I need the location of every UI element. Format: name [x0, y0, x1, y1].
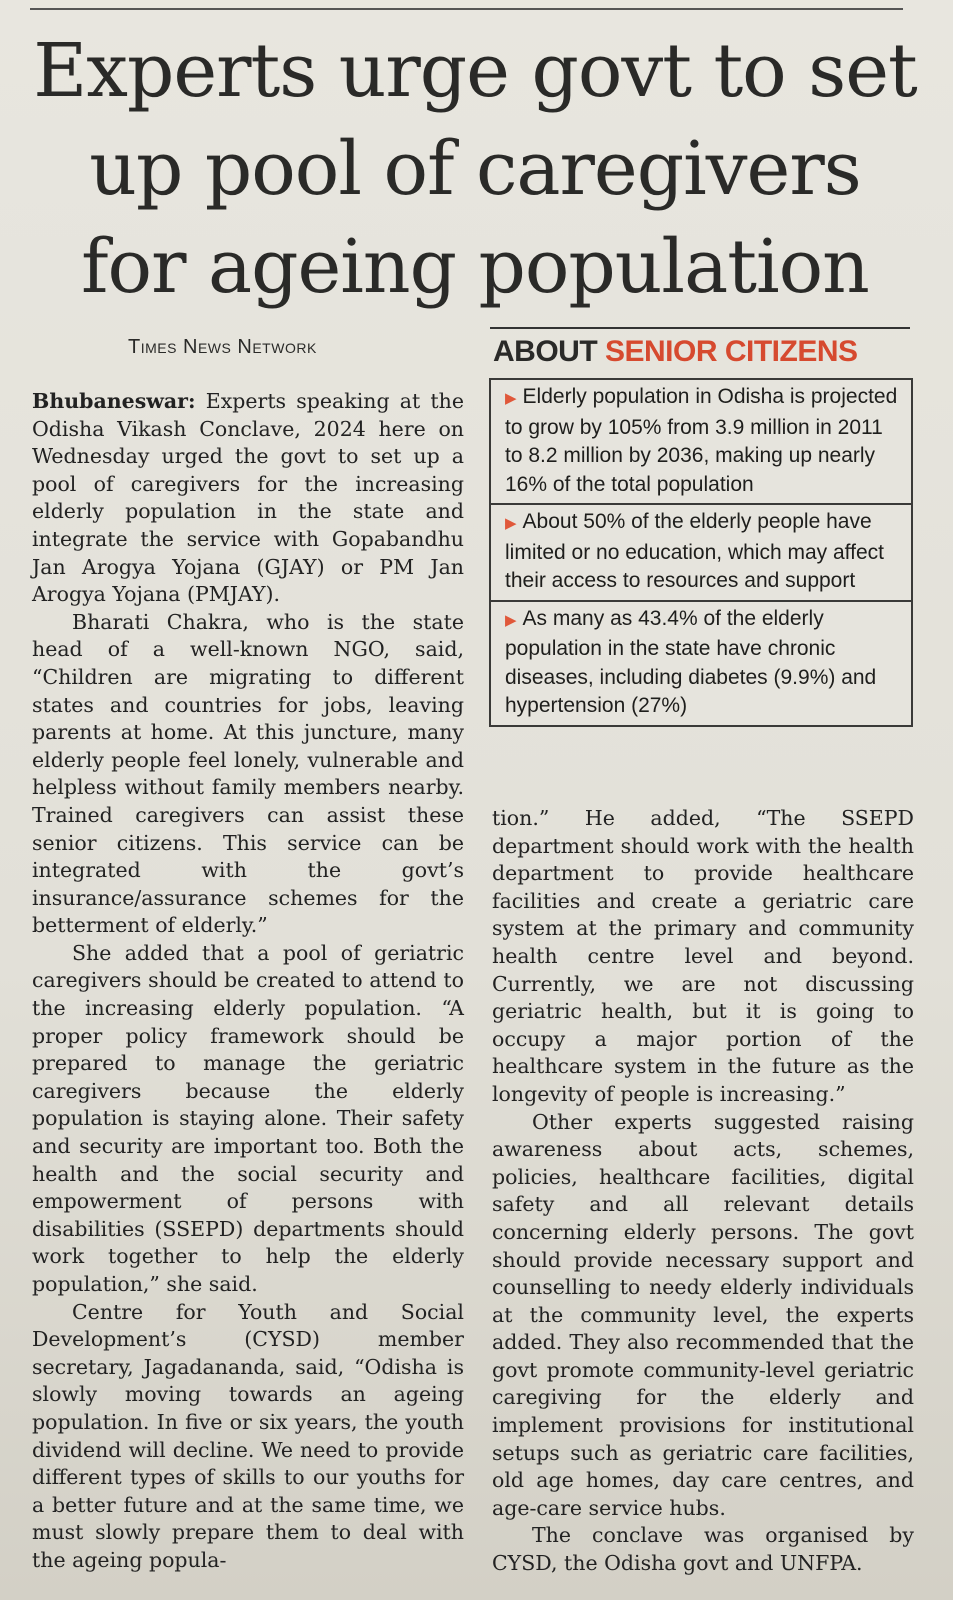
article-column-1: [32, 388, 464, 1575]
factbox-title-prefix: ABOUT: [493, 335, 605, 368]
article-paragraph: Bharati Chakra, who is the state head of a well-known NGO, said, “Children are migrating to different states and countries for jobs, leaving parents at home. At this juncture, many elderly people feel lonely, vulnerable and helpless without family members nearby. Trained caregivers can assist these senior citizens. This service can be integrated with the govt’s insurance/assurance schemes for the betterment of elderly.”: [32, 609, 464, 938]
fact-item: [491, 380, 911, 505]
headline: [30, 22, 920, 316]
article-paragraph: The conclave was organised by CYSD, the Odisha govt and UNFPA.: [492, 1523, 914, 1576]
factbox-title-highlight: SENIOR CITIZENS: [605, 335, 858, 368]
dateline: Bhubaneswar:: [32, 389, 196, 413]
triangle-bullet-icon: ▶: [505, 515, 517, 532]
fact-item: [491, 602, 911, 725]
article-paragraph: She added that a pool of geriatric caregivers should be created to attend to the increasing elderly population. “A proper policy framework should be prepared to manage the geriatric caregivers because the elderly population is staying alone. Their safety and security are important too. Both the health and the social security and empowerment of persons with disabilities (SSEPD) departments should work together to help the elderly population,” she said.: [32, 940, 464, 1296]
article-paragraph: Other experts suggested raising awareness about acts, schemes, policies, healthcare facilities, digital safety and all relevant details concerning elderly persons. The govt should provide necessary support and counselling to needy elderly individuals at the community level, the experts added. They also recommended that the govt promote community-level geriatric caregiving for the elderly and implement provisions for institutional setups such as geriatric care facilities, old age homes, day care centres, and age-care service hubs.: [492, 1109, 914, 1520]
fact-text: Elderly population in Odisha is projected to grow by 105% from 3.9 million in 2011 to 8.2 million by 2036, making up nearly 16% of the total population: [505, 385, 898, 496]
factbox-rule: [490, 327, 910, 329]
article-paragraph: tion.” He added, “The SSEPD department should work with the health department to provide healthcare facilities and create a geriatric care system at the primary and community health centre level and beyond. Currently, we are not discussing geriatric health, but it is going to occupy a major portion of the healthcare system in the future as the longevity of people is increasing.”: [492, 806, 914, 1106]
paragraph-text: Experts speaking at the Odisha Vikash Conclave, 2024 here on Wednesday urged the govt to set up a pool of caregivers for the increasing elderly population in the state and integrate the service with Gopabandhu Jan Arogya Yojana (GJAY) or PM Jan Arogya Yojana (PMJAY).: [32, 389, 464, 607]
top-rule: [30, 8, 903, 10]
factbox: [489, 378, 913, 727]
fact-text: About 50% of the elderly people have limited or no education, which may affect their access to resources and support: [505, 510, 884, 592]
article-paragraph: [32, 388, 464, 609]
byline: Times News Network: [128, 336, 317, 358]
triangle-bullet-icon: ▶: [505, 390, 517, 407]
headline-line-2: up pool of caregivers: [89, 126, 861, 212]
headline-line-3: for ageing population: [81, 224, 869, 310]
headline-line-1: Experts urge govt to set: [33, 28, 917, 114]
triangle-bullet-icon: ▶: [505, 611, 517, 629]
article-column-2: [492, 805, 914, 1578]
fact-item: [491, 505, 911, 602]
fact-text: As many as 43.4% of the elderly population in the state have chronic diseases, including diabetes (9.9%) and hypertension (27%): [505, 606, 877, 717]
article-paragraph: Centre for Youth and Social Development’s (CYSD) member secretary, Jagadananda, said, “Odisha is slowly moving towards an ageing population. In five or six years, the youth dividend will decline. We need to provide different types of skills to our youths for a better future and at the same time, we must slowly prepare them to deal with the ageing popula-: [32, 1299, 464, 1572]
factbox-title: [493, 335, 858, 369]
